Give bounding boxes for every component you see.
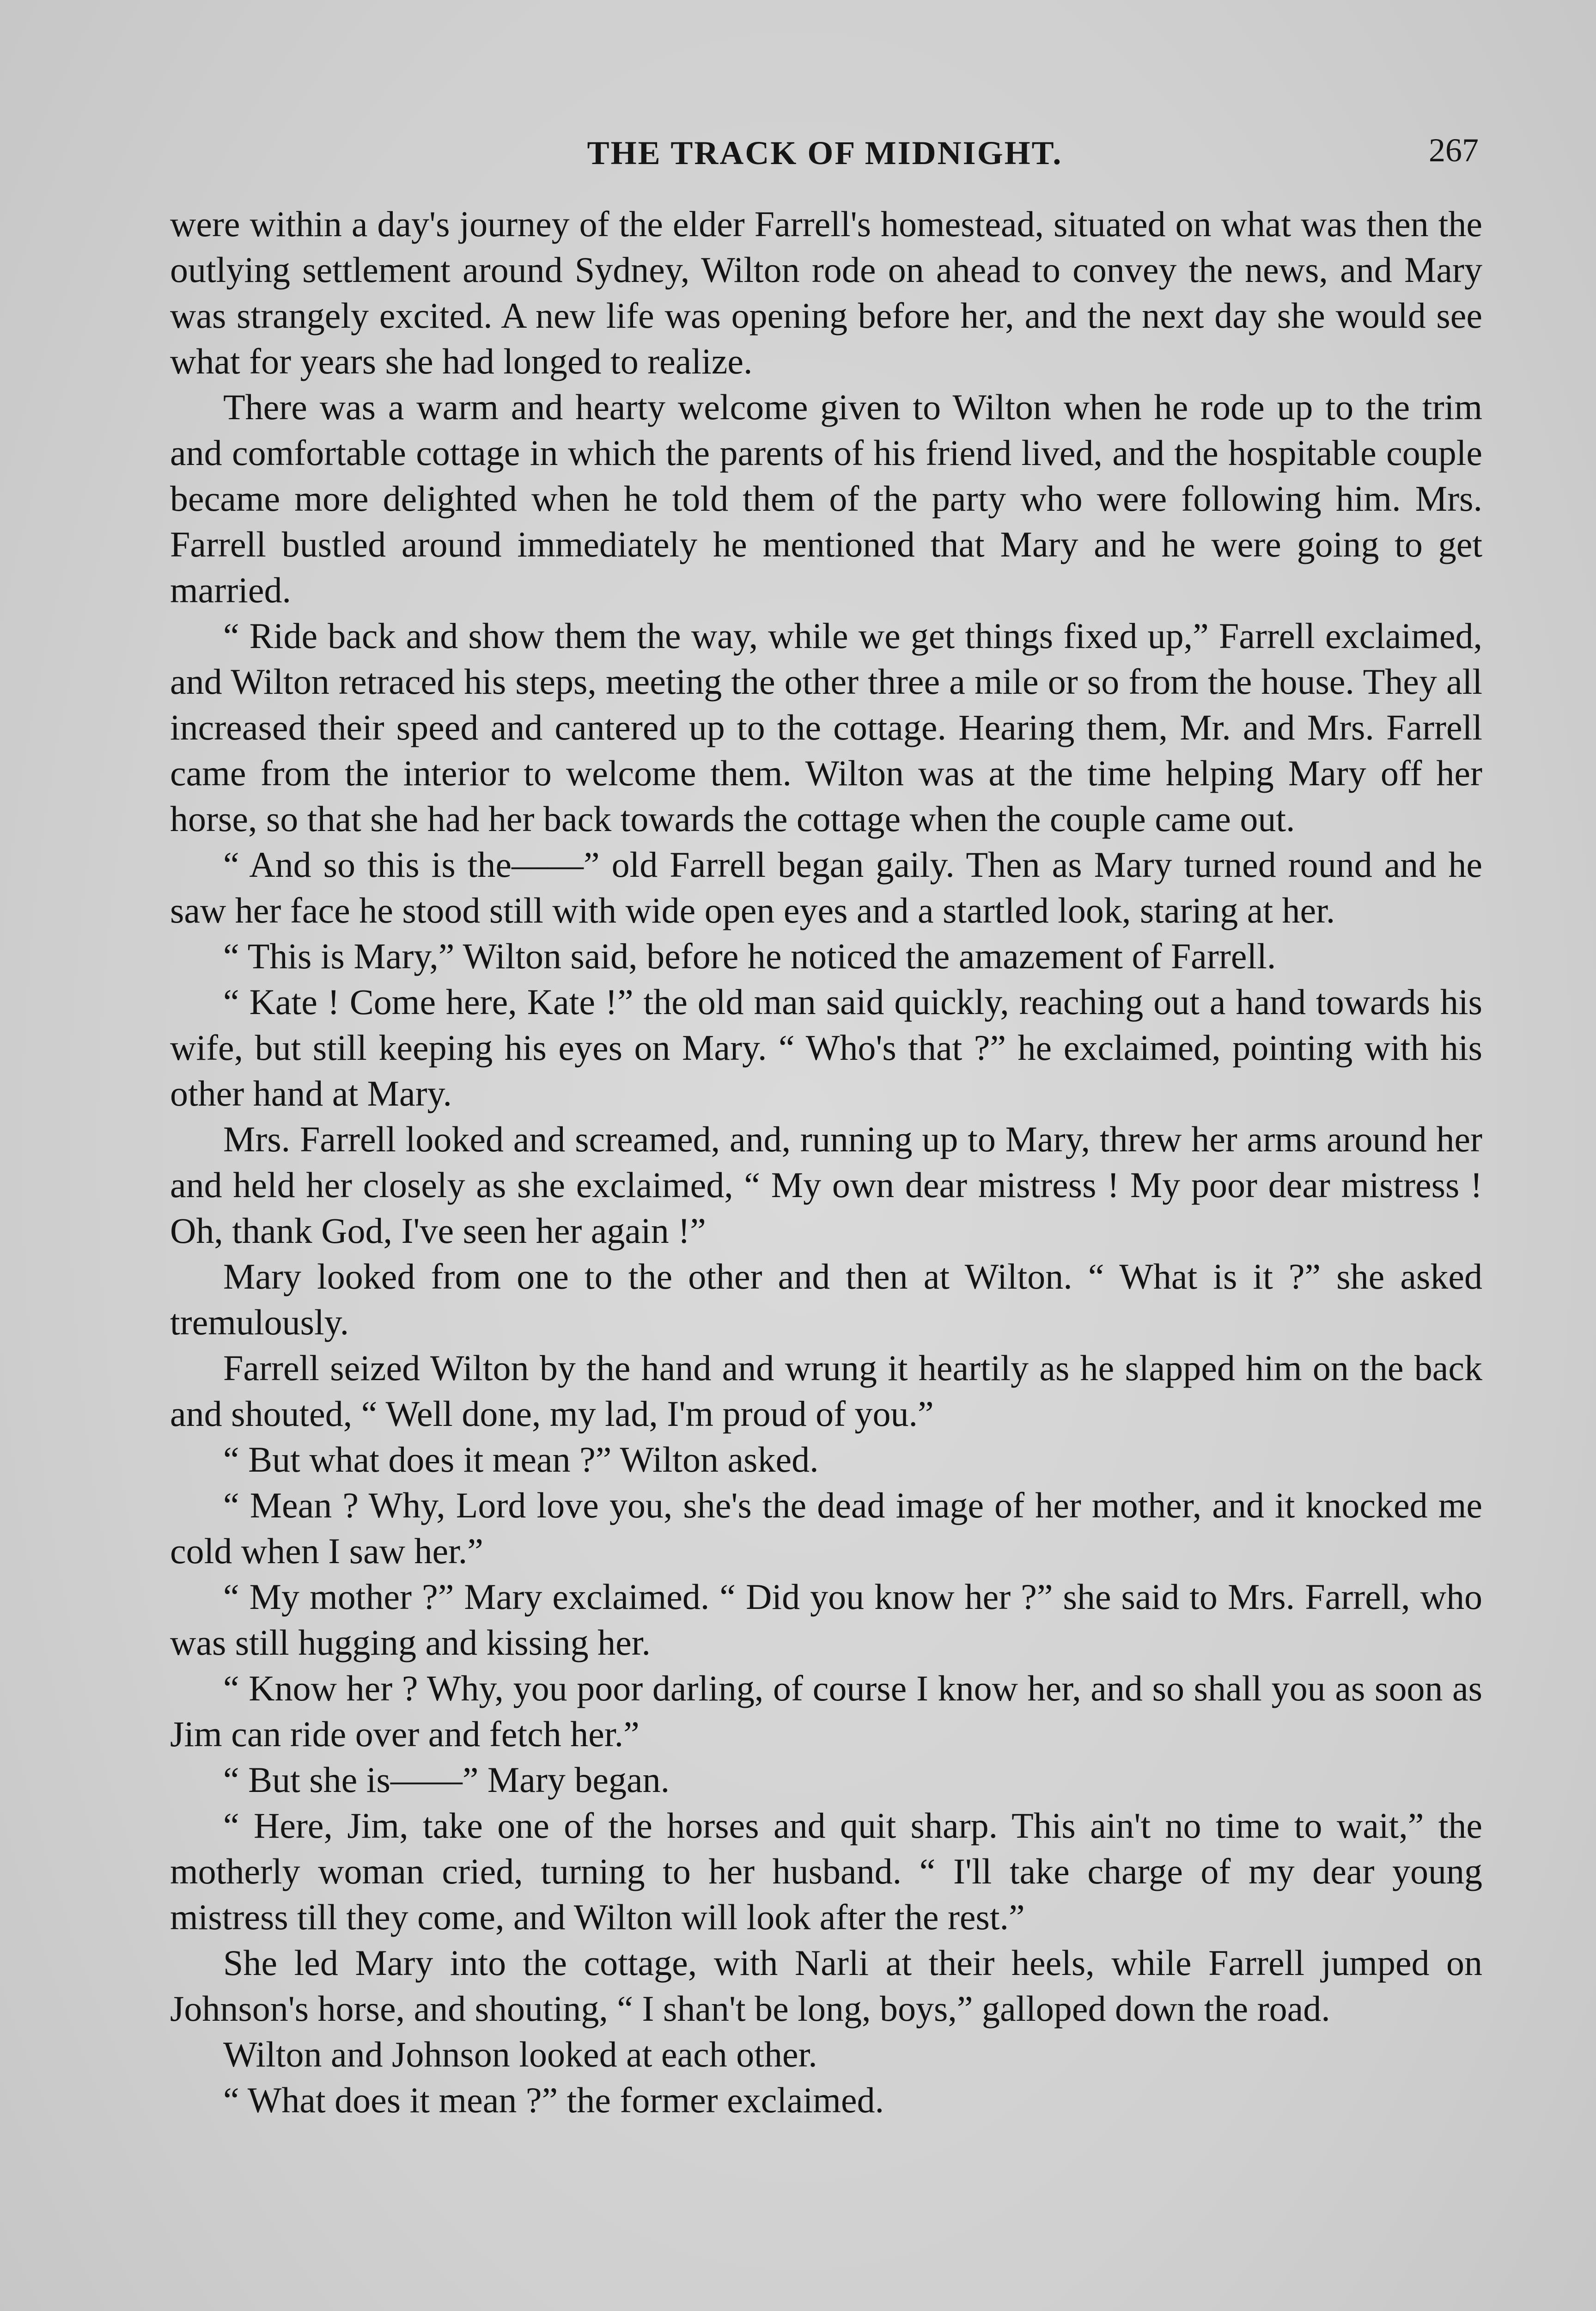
paragraph: “ What does it mean ?” the former exclaimed. [223,2080,884,2120]
paragraph: “ But she is——” Mary began. [223,1760,670,1800]
paragraph: “ Ride back and show them the way, while we get things fixed up,” Farrell exclaimed, and Wilton retraced his steps, meeting the other three a mile or so from the house. They all increased their speed and cantered up to the cottage. Hearing them, Mr. and Mrs. Farrell came from the interior to welcome them. Wilton was at the time helping Mary off her horse, so that she had her back towards the cottage when the couple came out. [170,616,1482,839]
paragraph: “ Here, Jim, take one of the horses and quit sharp. This ain't no time to wait,” the motherly woman cried, turning to her husband. “ I'll take charge of my dear young mistress till they come, and Wilton will look after the rest.” [170,1805,1482,1937]
paragraph: Farrell seized Wilton by the hand and wrung it heartily as he slapped him on the back and shouted, “ Well done, my lad, I'm proud of you.” [170,1348,1482,1434]
paragraph: were within a day's journey of the elder Farrell's homestead, situated on what was then the outlying settlement around Sydney, Wilton rode on ahead to convey the news, and Mary was strangely excited. A new life was opening before her, and the next day she would see what for years she had longed to realize. [170,204,1482,381]
paragraph: “ Mean ? Why, Lord love you, she's the dead image of her mother, and it knocked me cold when I saw her.” [170,1485,1482,1571]
paragraph: There was a warm and hearty welcome given to Wilton when he rode up to the trim and comfortable cottage in which the parents of his friend lived, and the hospitable couple became more delighted when he told them of the party who were following him. Mrs. Farrell bustled around immediately he mentioned that Mary and he were going to get married. [170,387,1482,610]
body-text [170,201,1482,2123]
paragraph: Mary looked from one to the other and then at Wilton. “ What is it ?” she asked tremulously. [170,1256,1482,1342]
paragraph: “ This is Mary,” Wilton said, before he noticed the amazement of Farrell. [223,936,1276,976]
paragraph: Mrs. Farrell looked and screamed, and, running up to Mary, threw her arms around her and held her closely as she exclaimed, “ My own dear mistress ! My poor dear mistress ! Oh, thank God, I've seen her again !” [170,1119,1482,1251]
chapter-title: THE TRACK OF MIDNIGHT. [587,135,1063,171]
paragraph: Wilton and Johnson looked at each other. [223,2034,817,2074]
paragraph: “ But what does it mean ?” Wilton asked. [223,1439,819,1480]
paragraph: “ Know her ? Why, you poor darling, of course I know her, and so shall you as soon as Jim can ride over and fetch her.” [170,1668,1482,1754]
paragraph: “ My mother ?” Mary exclaimed. “ Did you know her ?” she said to Mrs. Farrell, who was still hugging and kissing her. [170,1577,1482,1663]
running-header [171,134,1479,180]
paragraph: She led Mary into the cottage, with Narli at their heels, while Farrell jumped on Johnson's horse, and shouting, “ I shan't be long, boys,” galloped down the road. [170,1943,1482,2029]
paragraph: “ Kate ! Come here, Kate !” the old man said quickly, reaching out a hand towards his wife, but still keeping his eyes on Mary. “ Who's that ?” he exclaimed, pointing with his other hand at Mary. [170,982,1482,1113]
page-number: 267 [1429,132,1479,169]
paragraph: “ And so this is the——” old Farrell began gaily. Then as Mary turned round and he saw her face he stood still with wide open eyes and a startled look, staring at her. [170,844,1482,930]
